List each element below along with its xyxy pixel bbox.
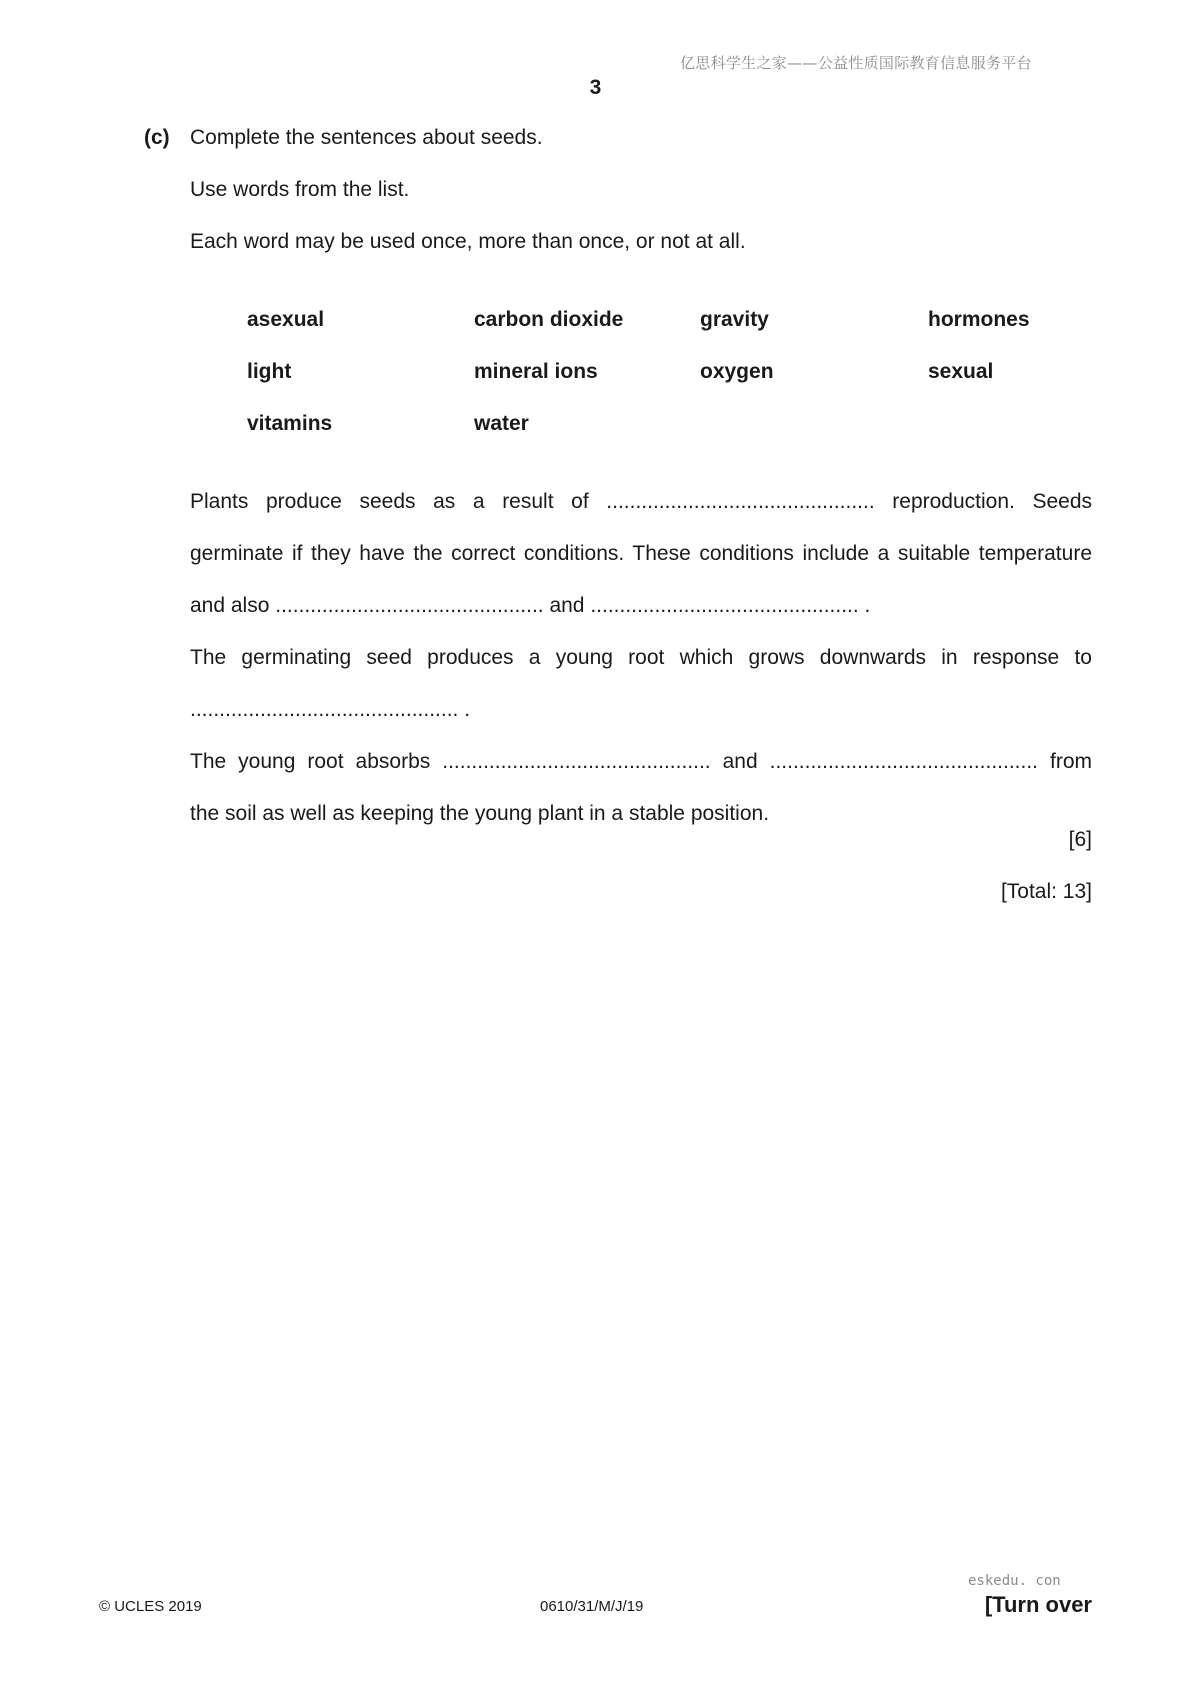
header-watermark: 亿思科学生之家——公益性质国际教育信息服务平台	[680, 54, 1032, 72]
word-list-item: asexual	[247, 308, 325, 331]
footer-watermark: eskedu. con	[968, 1573, 1061, 1589]
answer-line: .............................................. .	[190, 698, 471, 721]
part-label: (c)	[144, 126, 170, 149]
page-number: 3	[589, 76, 602, 99]
word-list-item: sexual	[928, 360, 994, 383]
word-list-item: water	[474, 412, 529, 435]
word-list-item: carbon dioxide	[474, 308, 624, 331]
paper-code: 0610/31/M/J/19	[540, 1598, 644, 1615]
instruction-complete: Complete the sentences about seeds.	[190, 126, 543, 149]
answer-line: the soil as well as keeping the young plant in a stable position.	[190, 802, 770, 825]
word-list-item: hormones	[928, 308, 1030, 331]
total-marks: [Total: 13]	[1000, 880, 1092, 903]
word-list-item: oxygen	[700, 360, 774, 383]
answer-line: The young root absorbs .............................................. and .............................................. from	[190, 750, 1092, 773]
instruction-use-words: Use words from the list.	[190, 178, 410, 201]
word-list-item: gravity	[700, 308, 769, 331]
marks-allocation: [6]	[1068, 828, 1092, 851]
turn-over-label: [Turn over	[984, 1592, 1092, 1617]
answer-line: The germinating seed produces a young root which grows downwards in response to	[190, 646, 1092, 669]
answer-line: germinate if they have the correct conditions. These conditions include a suitable temperature	[190, 542, 1092, 565]
word-list-item: light	[247, 360, 292, 383]
answer-line: and also .............................................. and .............................................. .	[190, 594, 871, 617]
instruction-each-word: Each word may be used once, more than once, or not at all.	[190, 230, 746, 253]
word-list-item: mineral ions	[474, 360, 598, 383]
answer-line: Plants produce seeds as a result of .............................................. reproduction. Seeds	[190, 490, 1092, 513]
copyright-notice: © UCLES 2019	[99, 1598, 202, 1615]
word-list-item: vitamins	[247, 412, 333, 435]
